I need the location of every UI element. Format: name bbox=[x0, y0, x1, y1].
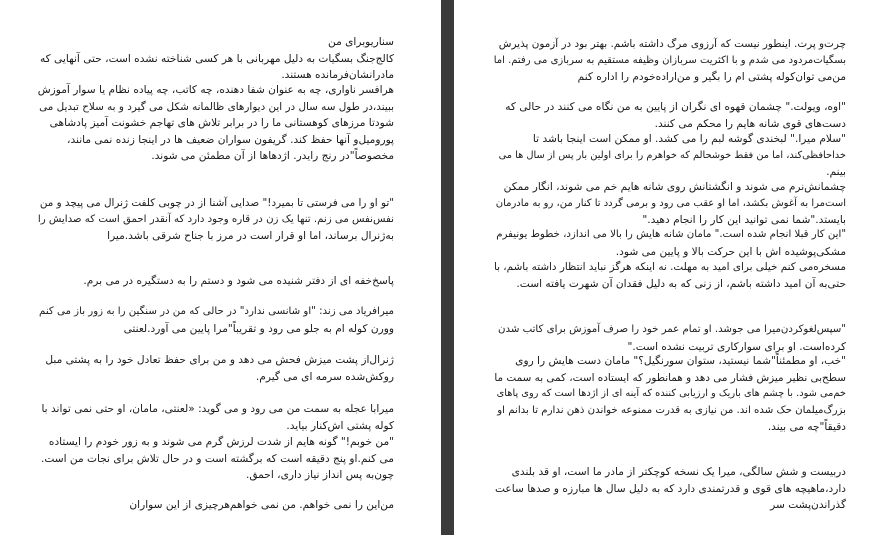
text-line: مخصوصاً"در رنج رایدر. اژدهاها از آن مطمئن می شوند. bbox=[151, 150, 394, 162]
paragraph bbox=[494, 99, 846, 132]
text-line: خم‌می شود. با چشم های باریک و ارزیابی کننده که آینه ای از اژدها است که روی پاهای bbox=[496, 388, 846, 399]
text-line: من‌می توان‌کوله پشتی ام را بگیر و من‌اراده‌خودم را اداره کنم bbox=[577, 71, 846, 83]
text-line: چرت‌و پرت. اینطور نیست که آرزوی مرگ داشته باشم. بهتر بود در آزمون پذیرش bbox=[498, 38, 846, 50]
text-line: سطح‌بی نظیر میزش فشار می دهد و همانطور که ایستاده است، کمی به سمت ما bbox=[494, 371, 846, 384]
text-line: شودتا مرزهای کوهستانی ما را در برابر تلاش های تهاجم خشونت آمیز پادشاهی bbox=[49, 117, 394, 129]
text-line: چون‌به پس انداز نیاز داری، احمق. bbox=[245, 469, 394, 481]
text-line: کوله پشتی اش‌کنار بیاید. bbox=[286, 419, 394, 432]
text-line: ژنرال‌از پشت میزش فحش می دهد و من برای حفظ تعادل خود را به پشتی مبل bbox=[45, 354, 394, 366]
paragraph bbox=[494, 322, 846, 355]
text-line: دست‌های قوی شانه هایم را محکم می کنند. bbox=[654, 117, 846, 130]
paragraph bbox=[34, 304, 394, 337]
text-line: دقیقاً"چه می بیند. bbox=[767, 421, 846, 433]
paragraph bbox=[494, 353, 846, 436]
text-line: مادرانشان‌فرمانده هستند. bbox=[281, 69, 394, 81]
text-line: سناریوبرای من bbox=[328, 36, 394, 48]
text-line: است‌مرا به آغوش بکشد، اما او عقب می رود و برمی گردد تا کنار من، رو به مادرمان bbox=[495, 197, 846, 209]
paragraph bbox=[34, 401, 394, 484]
paragraph bbox=[494, 259, 846, 292]
paragraph bbox=[494, 36, 846, 86]
paragraph bbox=[494, 464, 846, 514]
text-line: کالج‌جنگ بسگیات به دلیل مهربانی با هر کسی شناخته نشده است، حتی آنهایی که bbox=[39, 52, 394, 65]
text-line: "من خوبم!" گونه هایم از شدت لرزش گرم می شوند و به زور خودم را ایستاده bbox=[48, 436, 394, 448]
text-line: خداحافظی‌کند، اما من فقط خوشحالم که خواهرم را برای اولین بار پس از سال ها می bbox=[498, 149, 846, 161]
text-line: میرابا عجله به سمت من می رود و می گوید: «لعنتی، مامان، او حتی نمی تواند با bbox=[41, 403, 394, 415]
text-line: "سلام میرا." لبخندی گوشه لبم را می کشد. او ممکن است اینجا باشد تا bbox=[532, 133, 846, 145]
paragraph bbox=[34, 82, 394, 165]
text-line: "این کار قبلا انجام شده است." مامان شانه هایش را بالا می اندازد، خطوط یونیفرم bbox=[496, 229, 846, 240]
paragraph bbox=[34, 273, 394, 290]
text-line: به‌ژنرال برساند، اما او قرار است در مرز با جناح شرقی باشد.میرا bbox=[107, 230, 394, 242]
paragraph bbox=[34, 195, 394, 245]
text-line: "سپس‌لغو‌کردن‌میرا می جوشد. او تمام عمر خود را صرف آموزش برای کاتب شدن bbox=[497, 324, 846, 335]
text-line: بایستد."شما نمی توانید این کار را انجام دهید." bbox=[642, 214, 846, 226]
page-divider bbox=[441, 0, 454, 535]
text-line: بینم. bbox=[826, 166, 846, 178]
paragraph bbox=[494, 131, 846, 181]
paragraph bbox=[34, 497, 394, 514]
text-line: دربیست و شش سالگی، میرا یک نسخه کوچکتر از مادر ما است، او قد بلندی bbox=[511, 466, 846, 478]
paragraph bbox=[34, 34, 394, 84]
text-line: پاسخ‌خفه ای از دفتر شنیده می شود و دستم را به دستگیره در می برم. bbox=[83, 275, 394, 287]
paragraph bbox=[34, 352, 394, 385]
text-line: گذراندن‌پشت سر bbox=[770, 499, 846, 511]
text-line: وورن کوله ام به جلو می رود و تقریباً"مرا پایین می آورد.لعنتی bbox=[123, 322, 394, 335]
text-line: نفس‌نفس می زنم. تنها یک زن در قاره وجود دارد که آنقدر احمق است که صدایش را bbox=[37, 213, 394, 225]
text-line: هرافسر ناواری، چه به عنوان شفا دهنده، چه کاتب، چه پیاده نظام یا سوار آموزش bbox=[37, 84, 394, 96]
left-page bbox=[0, 0, 441, 535]
text-line: چشمانش‌نرم می شوند و انگشتانش روی شانه هایم خم می شوند، انگار ممکن bbox=[503, 181, 846, 193]
text-line: حتی‌به آن امید داشته باشم، از زنی که به دلیل فقدان آن شهرت یافته است. bbox=[516, 277, 846, 290]
text-line: مشکی‌پوشیده اش با این حرکت بالا و پایین می شود. bbox=[615, 245, 846, 258]
text-line: بزرگ‌میلمان حک شده اند. من نیازی به قدرت ممنوعه خواندن ذهن ندارم تا بدانم او bbox=[497, 404, 846, 416]
text-line: مسخره‌می کنم خیلی برای امید به مهلت. نه اینکه هرگز نباید انتظار داشته باشم، با bbox=[493, 261, 846, 273]
text-line: دارد،ماهیچه های قوی و قدرتمندی دارد که به دلیل سال ها مبارزه و صدها ساعت bbox=[495, 482, 846, 495]
text-line: "خب، او مطمئناً"شما نیستید، ستوان سورنگیل؟" مامان دست هایش را روی bbox=[515, 355, 846, 367]
text-line: میرافریاد می زند: "او شانسی ندارد" در حالی که من در سنگین را به زور باز می کنم bbox=[39, 306, 394, 317]
text-line: من‌این را نمی خواهم. من نمی خواهم‌هرچیزی از این سواران bbox=[129, 499, 394, 511]
text-line: ببیند،در طول سه سال در این دیوارهای ظالمانه شکل می گیرد و به سلاح تبدیل می bbox=[39, 100, 394, 113]
text-line: پوروميل‌و آنها حفظ کند. گریفون سواران ضعیف ها در اینجا زنده نمی مانند، bbox=[67, 133, 394, 146]
text-line: کرده‌است. او برای سوارکاری تربیت نشده است." bbox=[627, 340, 846, 353]
text-line: بسگیات‌مردود می شدم و با اکثریت سربازان وظیفه مستقیم به سربازی می رفتم. اما bbox=[493, 54, 846, 66]
text-line: روکش‌شده سرمه ای می گیرم. bbox=[255, 370, 394, 383]
text-line: "تو او را می فرستی تا بمیرد!" صدایی آشنا از در چوبی کلفت ژنرال می پیچد و من bbox=[39, 197, 394, 209]
text-line: "اوه، ویولت." چشمان قهوه ای نگران از پایین به من نگاه می کنند در حالی که bbox=[505, 101, 846, 113]
paragraph bbox=[494, 179, 846, 229]
right-page bbox=[454, 0, 896, 535]
text-line: می کنم.او پنج دقیقه است که برگشته است و در حال تلاش برای نجات من است. bbox=[40, 452, 394, 465]
paragraph bbox=[494, 227, 846, 260]
